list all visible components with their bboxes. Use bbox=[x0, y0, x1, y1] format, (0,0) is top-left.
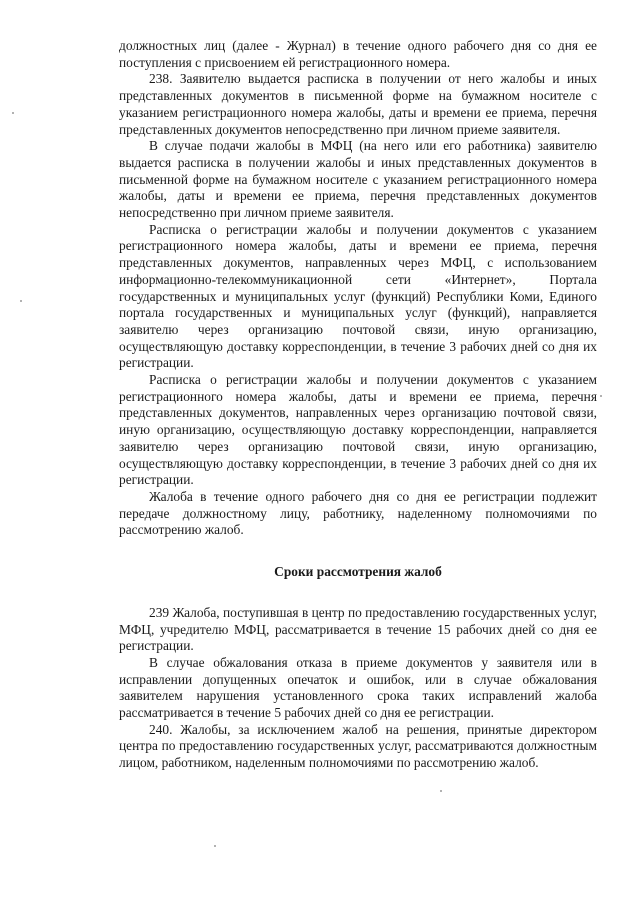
paragraph-239: 239 Жалоба, поступившая в центр по предоставлению государственных услуг, МФЦ, учредителю МФЦ, рассматривается в течение 15 рабочих дней со дня ее регистрации. bbox=[119, 604, 597, 654]
scan-speck bbox=[440, 790, 442, 792]
paragraph-transfer: Жалоба в течение одного рабочего дня со дня ее регистрации подлежит передаче должностному лицу, работнику, наделенному полномочиями по рассмотрению жалоб. bbox=[119, 488, 597, 538]
paragraph-mfc-receipt: В случае подачи жалобы в МФЦ (на него или его работника) заявителю выдается расписка в получении жалобы и иных представленных документов в письменной форме на бумажном носителе с указанием регистрационного номера жалобы, даты и времени ее приема, перечня представленных документов непосредственно при личном приеме заявителя. bbox=[119, 138, 597, 221]
paragraph-refusal-appeal: В случае обжалования отказа в приеме документов у заявителя или в исправлении допущенных опечаток и ошибок, или в случае обжалования заявителем нарушения установленного срока таких исправлений жалоба рассматривается в течение 5 рабочих дней со дня ее регистрации. bbox=[119, 654, 597, 721]
paragraph-receipt-internet: Расписка о регистрации жалобы и получении документов с указанием регистрационного номера жалобы, даты и времени ее приема, перечня представленных документов, направленных через МФЦ, с использованием информационно-телекоммуникационной сети «Интернет», Портала государственных и муниципальных услуг (функций) Республики Коми, Единого портала государственных и муниципальных услуг (функций), направляется заявителю через организацию почтовой связи, иную организацию, осуществляющую доставку корреспонденции, в течение 3 рабочих дней со дня их регистрации. bbox=[119, 221, 597, 371]
document-page bbox=[119, 38, 597, 772]
section-heading: Сроки рассмотрения жалоб bbox=[274, 564, 442, 580]
scan-speck bbox=[12, 112, 14, 114]
scan-speck bbox=[20, 300, 22, 302]
paragraph-journal-continuation: должностных лиц (далее - Журнал) в течение одного рабочего дня со дня ее поступления с присвоением ей регистрационного номера. bbox=[119, 38, 597, 70]
paragraph-240: 240. Жалобы, за исключением жалоб на решения, принятые директором центра по предоставлению государственных услуг, рассматриваются должностным лицом, работником, наделенным полномочиями по рассмотрению жалоб. bbox=[119, 721, 597, 771]
scan-speck bbox=[214, 845, 216, 847]
scan-speck bbox=[600, 395, 602, 397]
paragraph-238: 238. Заявителю выдается расписка в получении от него жалобы и иных представленных документов в письменной форме на бумажном носителе с указанием регистрационного номера жалобы, даты и времени ее приема, перечня представленных документов непосредственно при личном приеме заявителя. bbox=[119, 71, 597, 137]
paragraph-receipt-post: Расписка о регистрации жалобы и получении документов с указанием регистрационного номера жалобы, даты и времени ее приема, перечня представленных документов, направленных через организацию почтовой связи, иную организацию, осуществляющую доставку корреспонденции, направляется заявителю через организацию почтовой связи, иную организацию, осуществляющую доставку корреспонденции, в течение 3 рабочих дней со дня их регистрации. bbox=[119, 372, 597, 488]
